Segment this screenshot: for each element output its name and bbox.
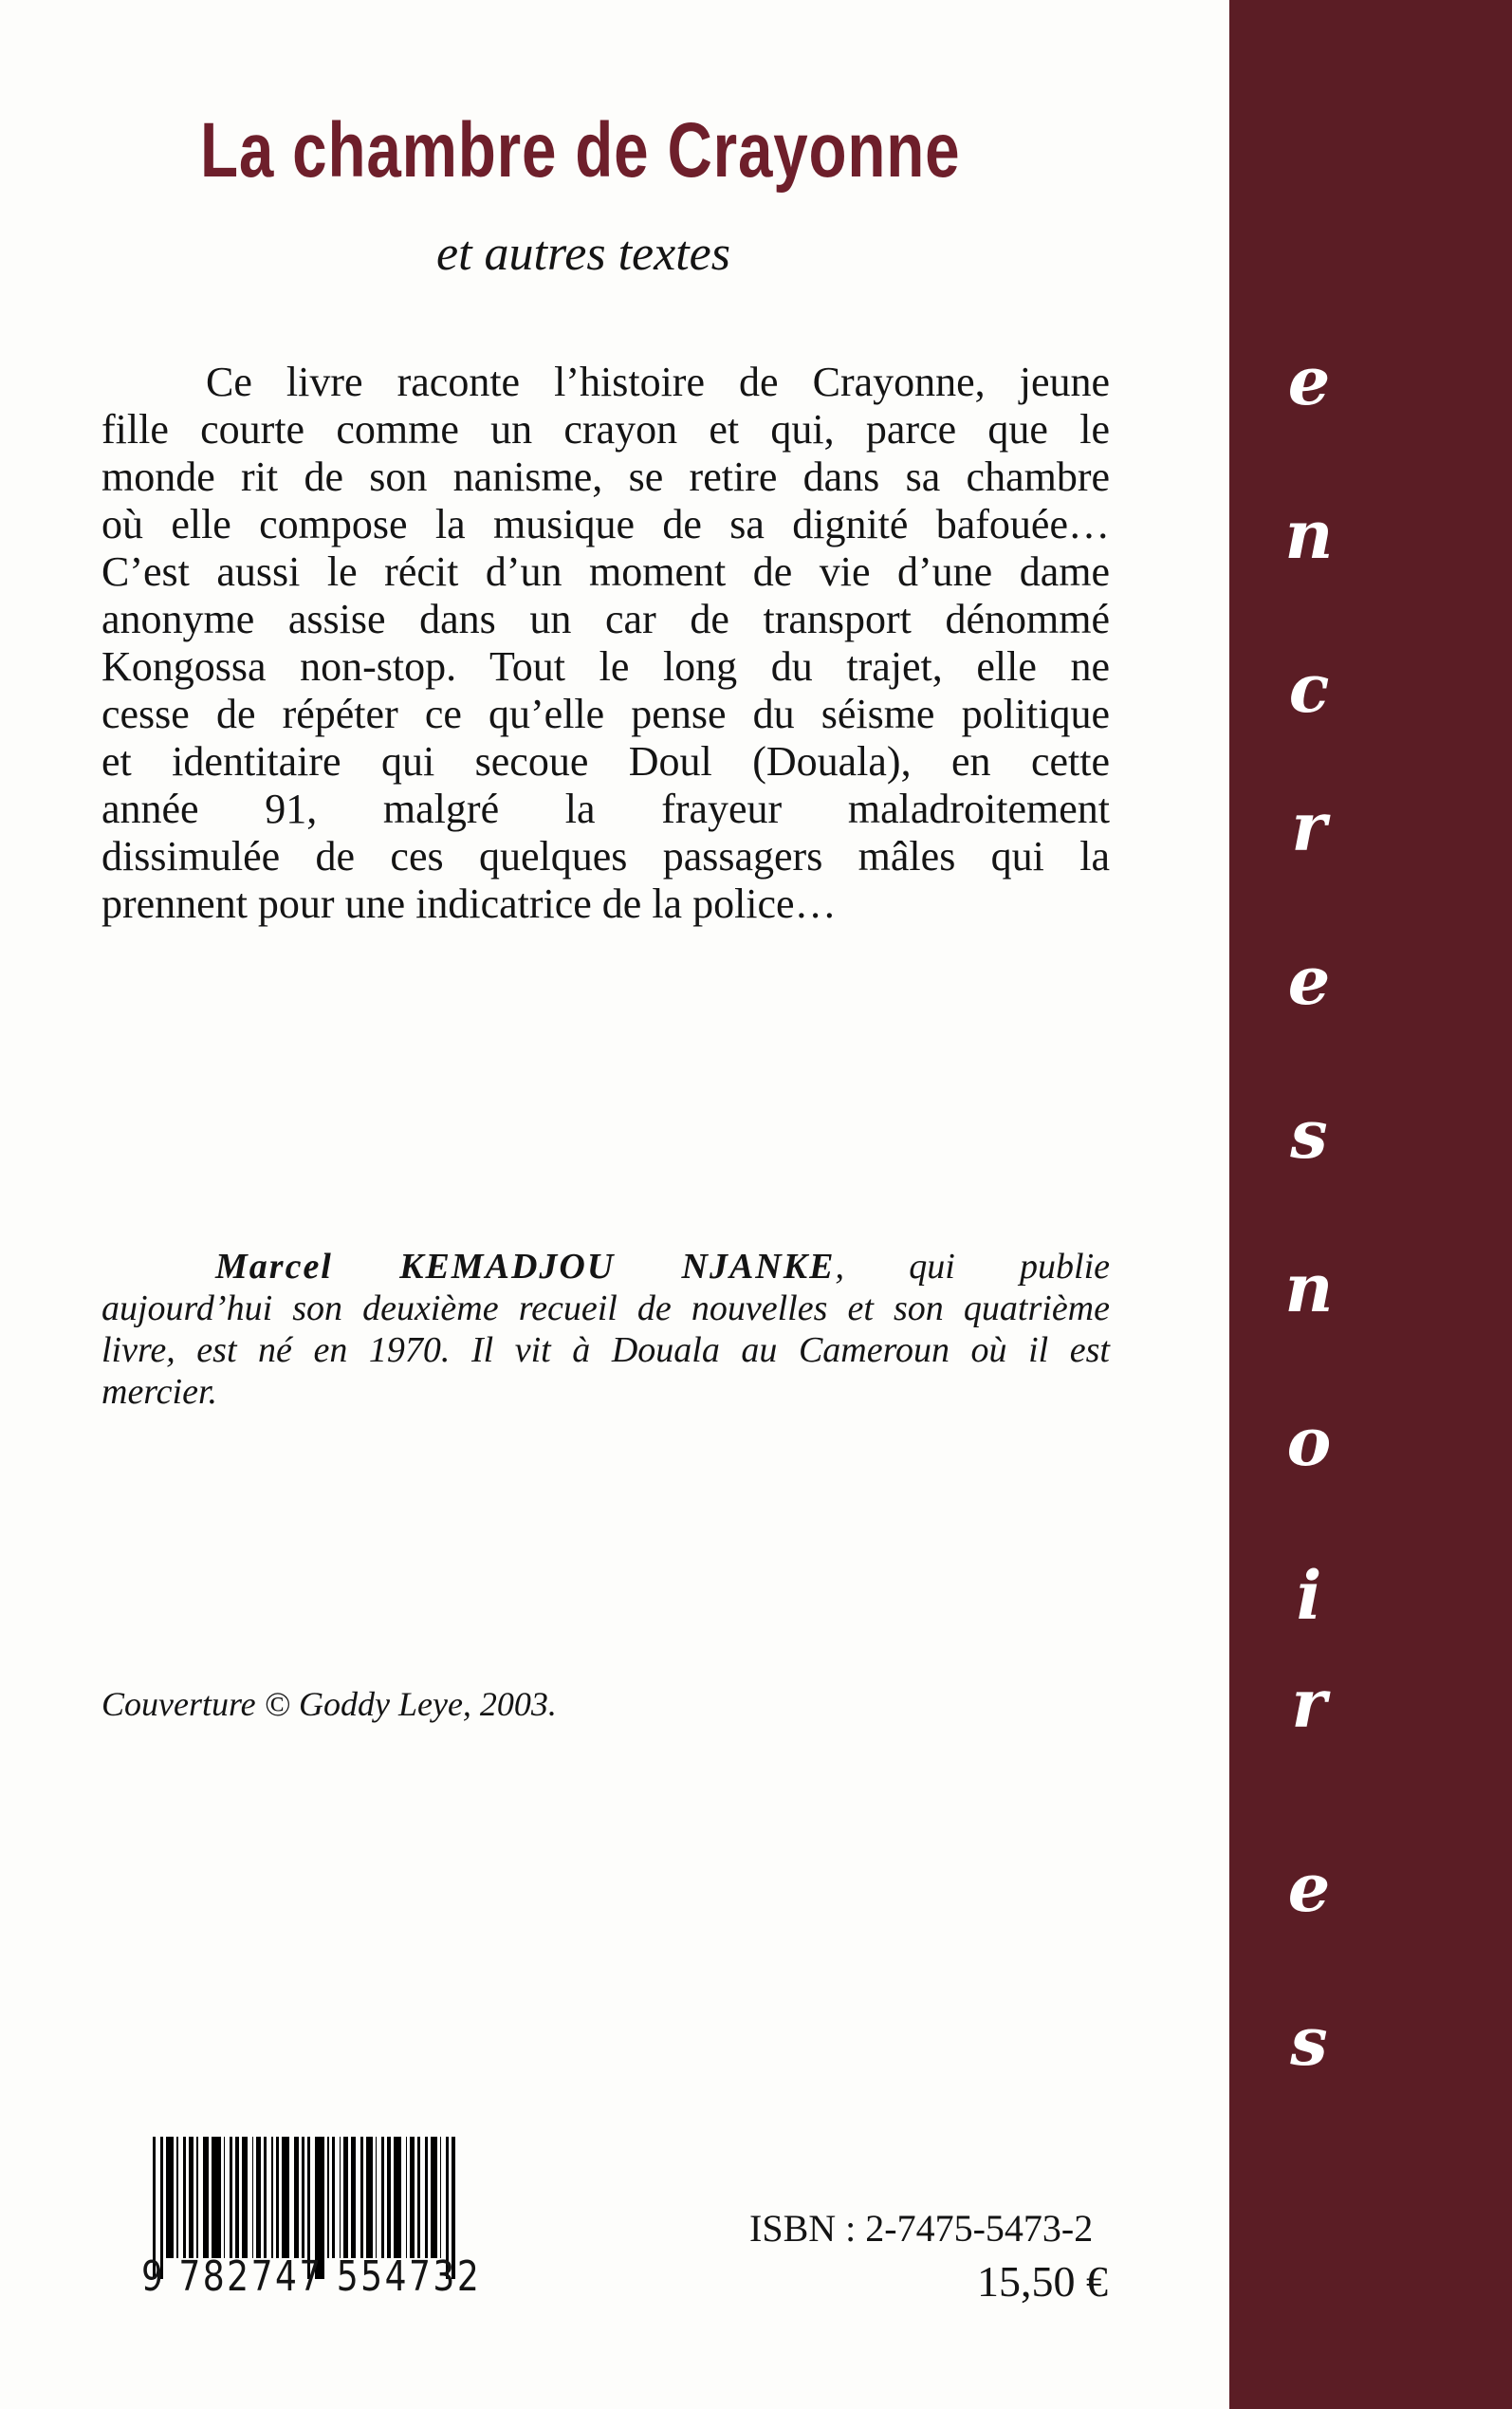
book-title: La chambre de Crayonne [200,107,961,194]
blurb-line: Ce livre raconte l’histoire de Crayonne, jeune [206,359,1110,405]
author-bio-line: mercier. [101,1372,218,1412]
barcode-bars [153,2137,527,2258]
author-bio-text: , qui publie [835,1247,1110,1287]
barcode-bar [242,2137,248,2258]
barcode-number: 9 782747 554732 [141,2252,482,2301]
isbn: ISBN : 2-7475-5473-2 [749,2207,1094,2250]
barcode-bar [410,2137,415,2258]
blurb-line: année 91, malgré la frayeur maladroitement [101,786,1110,832]
author-bio-line: livre, est né en 1970. Il vit à Douala au Cameroun où il est [101,1330,1110,1370]
barcode-bar [252,2137,254,2258]
book-subtitle: et autres textes [436,227,730,281]
blurb-line: Kongossa non-stop. Tout le long du trajet, elle ne [101,643,1110,690]
barcode-bar [276,2137,279,2258]
barcode-bar [381,2137,384,2258]
barcode-bar [376,2137,378,2258]
price: 15,50 € [977,2257,1108,2306]
barcode-bar [235,2137,238,2258]
barcode-bar [425,2137,428,2258]
barcode-bar [340,2137,341,2258]
blurb-line: prennent pour une indicatrice de la police… [101,880,837,927]
author-bio-line [101,1246,1110,1288]
barcode-bar [406,2137,408,2258]
barcode-bar [166,2137,174,2258]
barcode-bar [332,2137,335,2258]
barcode-bar [271,2137,273,2258]
blurb-line: monde rit de son nanisme, se retire dans sa chambre [101,454,1110,500]
barcode-bar [417,2137,420,2258]
barcode-bar [366,2137,372,2258]
barcode-bar [212,2137,221,2258]
barcode-bar [302,2137,304,2258]
barcode-bar [264,2137,267,2258]
barcode-bar [189,2137,194,2258]
barcode-bar [327,2137,329,2258]
barcode-bar [351,2137,356,2258]
barcode-bar [440,2137,442,2258]
barcode-bar [224,2137,226,2258]
blurb-line: et identitaire qui secoue Doul (Douala), en cette [101,738,1110,785]
blurb-line: cesse de répéter ce qu’elle pense du séisme politique [101,691,1110,737]
barcode-bar [196,2137,198,2258]
blurb-line: anonyme assise dans un car de transport dénommé [101,596,1110,642]
author-bio-line: aujourd’hui son deuxième recueil de nouvelles et son quatrième [101,1288,1110,1328]
barcode-bar [387,2137,390,2258]
blurb-line: dissimulée de ces quelques passagers mâles qui la [101,833,1110,880]
barcode-bar [343,2137,348,2258]
barcode-bar [183,2137,186,2258]
barcode-bar [431,2137,436,2258]
barcode-bar [203,2137,209,2258]
blurb [101,359,1110,928]
blurb-line: où elle compose la musique de sa dignité bafouée… [101,501,1110,547]
barcode-bar [394,2137,401,2258]
barcode-bar [256,2137,261,2258]
barcode-bar [230,2137,232,2258]
blurb-line: C’est aussi le récit d’un moment de vie d’une dame [101,548,1110,595]
author-name: Marcel KEMADJOU NJANKE [215,1247,836,1287]
blurb-line: fille courte comme un crayon et qui, parce que le [101,406,1110,453]
author-bio [101,1246,1110,1413]
barcode [141,2137,530,2301]
barcode-bar [294,2137,299,2258]
barcode-bar [176,2137,178,2258]
barcode-bar [360,2137,363,2258]
barcode-bar [282,2137,289,2258]
cover-credit: Couverture © Goddy Leye, 2003. [101,1685,557,1723]
